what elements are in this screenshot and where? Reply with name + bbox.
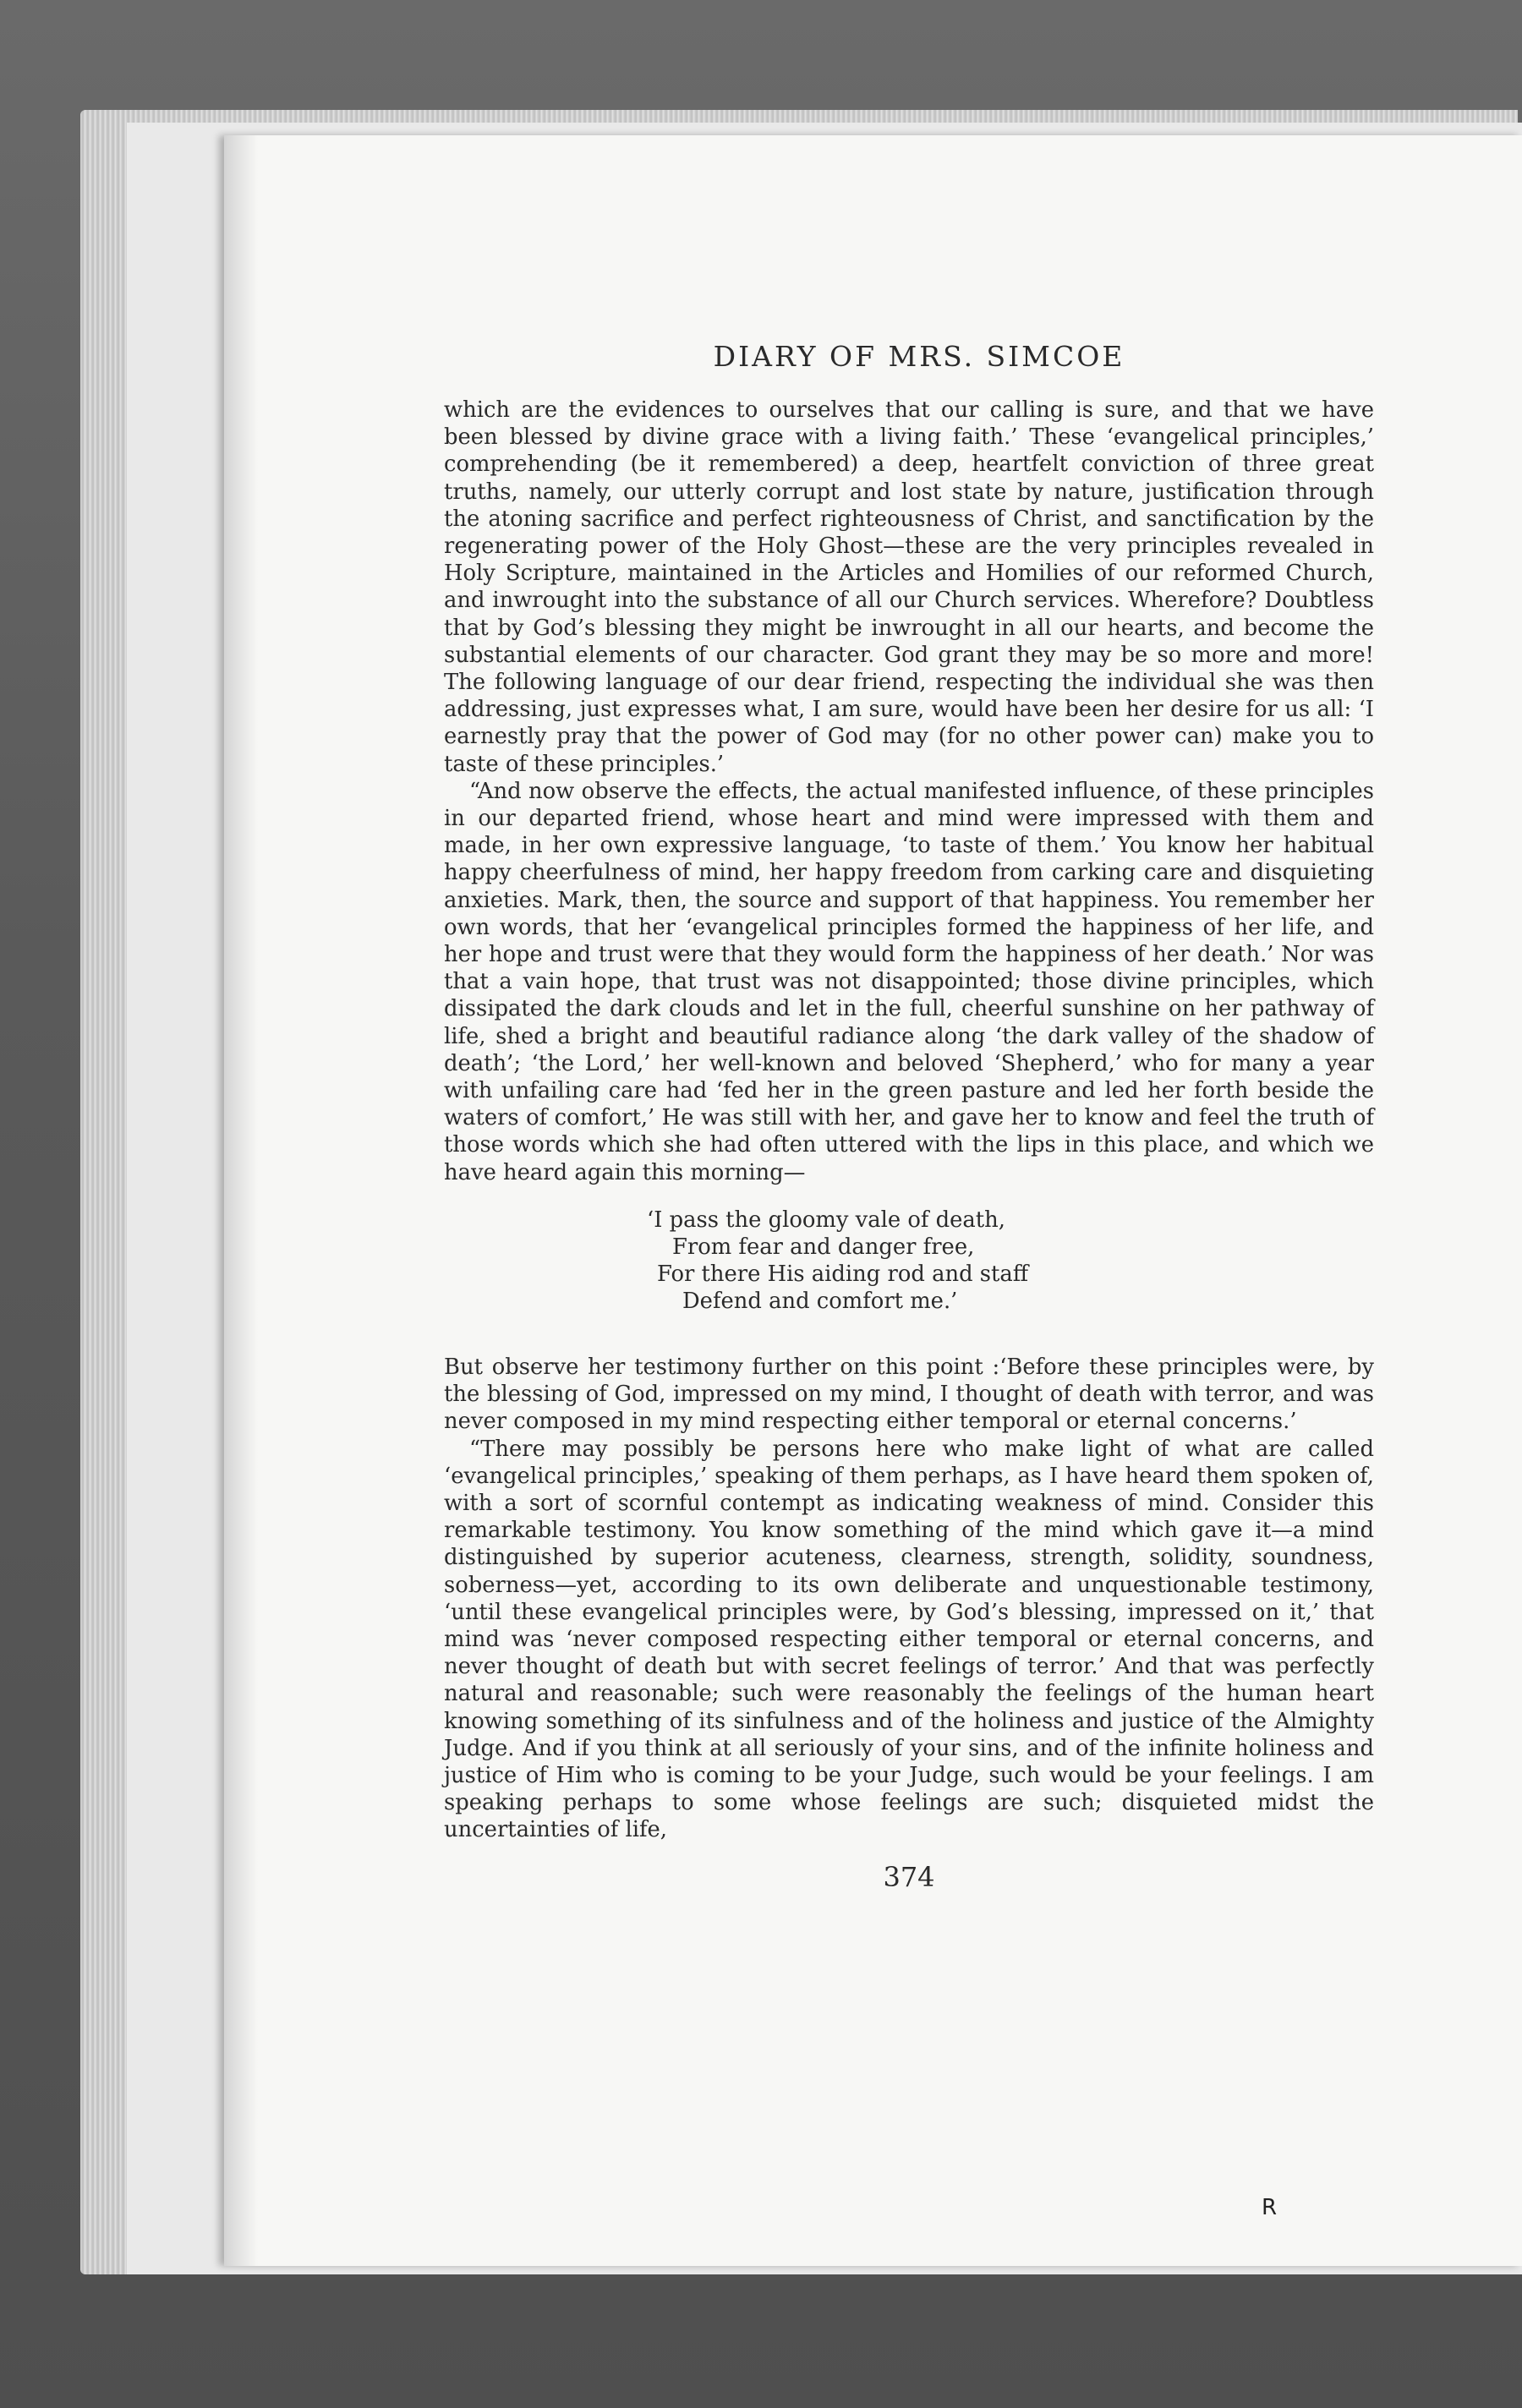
verse-line: For there His aiding rod and staff xyxy=(657,1261,1029,1287)
paragraph: “There may possibly be persons here who make light of what are called ‘evangelical principles,’ speaking of them perhaps, as I have heard them spoken of, with a sort of scornful contempt as indicating weakness of mind. Consider this remarkable testimony. You know something of the mind which gave it—a mind distinguished by superior acuteness, clearness, strength, solidity, soundness, soberness—yet, according to its own deliberate and unquestionable testimony, ‘until these evangelical principles were, by God’s blessing, impressed on it,’ that mind was ‘never composed respecting either temporal or eternal concerns, and never thought of death but with secret feelings of terror.’ And that was perfectly natural and reasonable; such were reasonably the feelings of the human heart knowing something of its sinfulness and of the holiness and justice of the Almighty Judge. And if you think at all seriously of your sins, and of the infinite holiness and justice of Him who is coming to be your Judge, such would be your feelings. I am speaking perhaps to some whose feelings are such; disquieted midst the uncertainties of life, xyxy=(444,1436,1374,1843)
body-text xyxy=(444,397,1374,1844)
verse-line: Defend and comfort me.’ xyxy=(682,1288,958,1314)
paragraph: But observe her testimony further on this point :‘Before these principles were, by the blessing of God, impressed on my mind, I thought of death with terror, and was never composed in my mind respecting either temporal or eternal concerns.’ xyxy=(444,1354,1374,1435)
running-head: DIARY OF MRS. SIMCOE xyxy=(713,340,1125,373)
page-text-block xyxy=(444,340,1374,1893)
paragraph: which are the evidences to ourselves that our calling is sure, and that we have been blessed by divine grace with a living faith.’ These ‘evangelical principles,’ comprehending (be it remembered) a deep, heartfelt conviction of three great truths, namely, our utterly corrupt and lost state by nature, justification through the atoning sacrifice and perfect righteousness of Christ, and sanctification by the regenerating power of the Holy Ghost—these are the very principles revealed in Holy Scripture, maintained in the Articles and Homilies of our reformed Church, and inwrought into the substance of all our Church services. Wherefore? Doubtless that by God’s blessing they might be inwrought in all our hearts, and become the substantial elements of our character. God grant they may be so more and more! The following language of our dear friend, respecting the individual she was then addressing, just expresses what, I am sure, would have been her desire for us all: ‘I earnestly pray that the power of God may (for no other power can) make you to taste of these principles.’ xyxy=(444,397,1374,777)
verse-quotation xyxy=(647,1207,1374,1315)
corner-mark: R xyxy=(1262,2195,1278,2220)
page-gutter-shadow xyxy=(224,135,258,2266)
paragraph: “And now observe the effects, the actual manifested influence, of these principles in our departed friend, whose heart and mind were impressed with them and made, in her own expressive language, ‘to taste of them.’ You know her habitual happy cheerfulness of mind, her happy freedom from carking care and disquieting anxieties. Mark, then, the source and support of that happiness. You remember her own words, that her ‘evangelical principles formed the happiness of her life, and her hope and trust were that they would form the happiness of her death.’ Nor was that a vain hope, that trust was not disappointed; those divine principles, which dissipated the dark clouds and let in the full, cheerful sunshine on her pathway of life, shed a bright and beautiful radiance along ‘the dark valley of the shadow of death’; ‘the Lord,’ her well-known and beloved ‘Shepherd,’ who for many a year with unfailing care had ‘fed her in the green pasture and led her forth beside the waters of comfort,’ He was still with her, and gave her to know and feel the truth of those words which she had often uttered with the lips in this place, and which we have heard again this morning— xyxy=(444,778,1374,1185)
verse-line: From fear and danger free, xyxy=(672,1234,975,1260)
page-number: 374 xyxy=(883,1860,935,1893)
verse-line: ‘I pass the gloomy vale of death, xyxy=(647,1207,1005,1233)
